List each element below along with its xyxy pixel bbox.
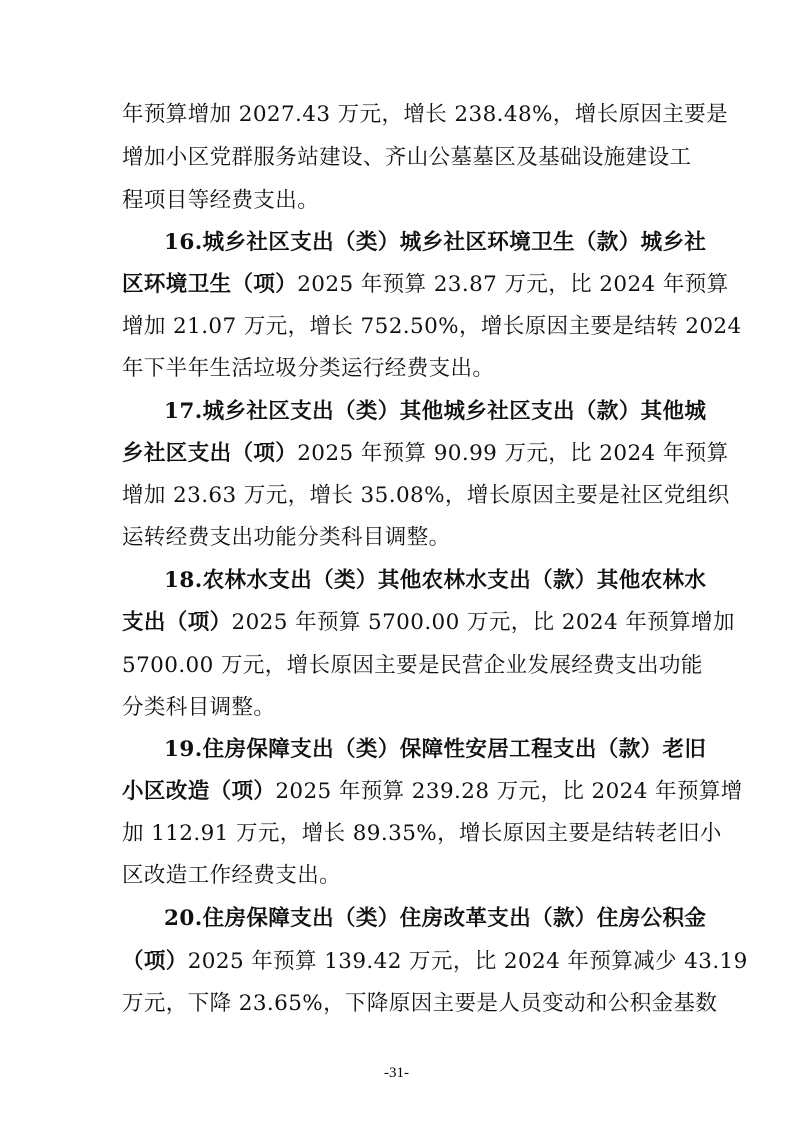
body-text: 年下半年生活垃圾分类运行经费支出。 [122,356,495,381]
paragraph-line [122,137,692,179]
body-text: 增加 21.07 万元，增长 752.50%，增长原因主要是结转 2024 [122,314,742,339]
paragraph-line [122,687,678,729]
heading-text: 乡社区支出（项） [122,441,298,466]
body-text: 增加小区党群服务站建设、齐山公墓墓区及基础设施建设工 [122,145,692,170]
body-text: 2025 年预算 5700.00 万元，比 2024 年预算增加 [231,610,735,635]
paragraph-line [122,348,678,390]
paragraph-line [122,180,678,222]
paragraph-line [122,306,742,348]
paragraph-line [122,855,678,897]
heading-text: （项） [122,949,188,974]
heading-text: 19.住房保障支出（类）保障性安居工程支出（款）老旧 [164,737,707,762]
paragraph-line [122,602,735,644]
paragraph-line [122,264,729,306]
page-number: -31- [384,1065,409,1081]
body-text: 区改造工作经费支出。 [122,863,342,888]
heading-text: 小区改造（项） [122,779,276,804]
body-text: 分类科目调整。 [122,695,276,720]
paragraph-line [122,433,729,475]
body-text: 2025 年预算 139.42 万元，比 2024 年预算减少 43.19 [187,949,748,974]
heading-text: 区环境卫生（项） [122,272,298,297]
heading-text: 20.住房保障支出（类）住房改革支出（款）住房公积金 [164,906,707,931]
body-text: 2025 年预算 23.87 万元，比 2024 年预算 [297,272,729,297]
paragraph-line [122,475,730,517]
paragraph-line [122,941,748,983]
body-text: 增加 23.63 万元，增长 35.08%，增长原因主要是社区党组织 [122,483,730,508]
body-text: 万元，下降 23.65%，下降原因主要是人员变动和公积金基数 [122,991,718,1016]
body-text: 2025 年预算 239.28 万元，比 2024 年预算增 [275,779,743,804]
heading-text: 支出（项） [122,610,232,635]
paragraph-line [164,222,707,264]
body-text: 5700.00 万元，增长原因主要是民营企业发展经费支出功能 [122,653,703,678]
body-text: 年预算增加 2027.43 万元，增长 238.48%，增长原因主要是 [122,102,729,127]
paragraph-line [122,771,743,813]
paragraph-line [164,729,707,771]
paragraph-line [164,391,707,433]
body-text: 程项目等经费支出。 [122,188,320,213]
heading-text: 17.城乡社区支出（类）其他城乡社区支出（款）其他城 [164,399,707,424]
paragraph-line [122,983,718,1025]
paragraph-line [122,517,678,559]
body-text: 加 112.91 万元，增长 89.35%，增长原因主要是结转老旧小 [122,821,722,846]
body-text: 运转经费支出功能分类科目调整。 [122,525,451,550]
paragraph-line [122,645,703,687]
paragraph-line [122,813,722,855]
paragraph-line [164,560,707,602]
paragraph-line [164,898,707,940]
paragraph-line [122,94,729,136]
heading-text: 18.农林水支出（类）其他农林水支出（款）其他农林水 [164,568,707,593]
heading-text: 16.城乡社区支出（类）城乡社区环境卫生（款）城乡社 [164,230,707,255]
body-text: 2025 年预算 90.99 万元，比 2024 年预算 [297,441,729,466]
